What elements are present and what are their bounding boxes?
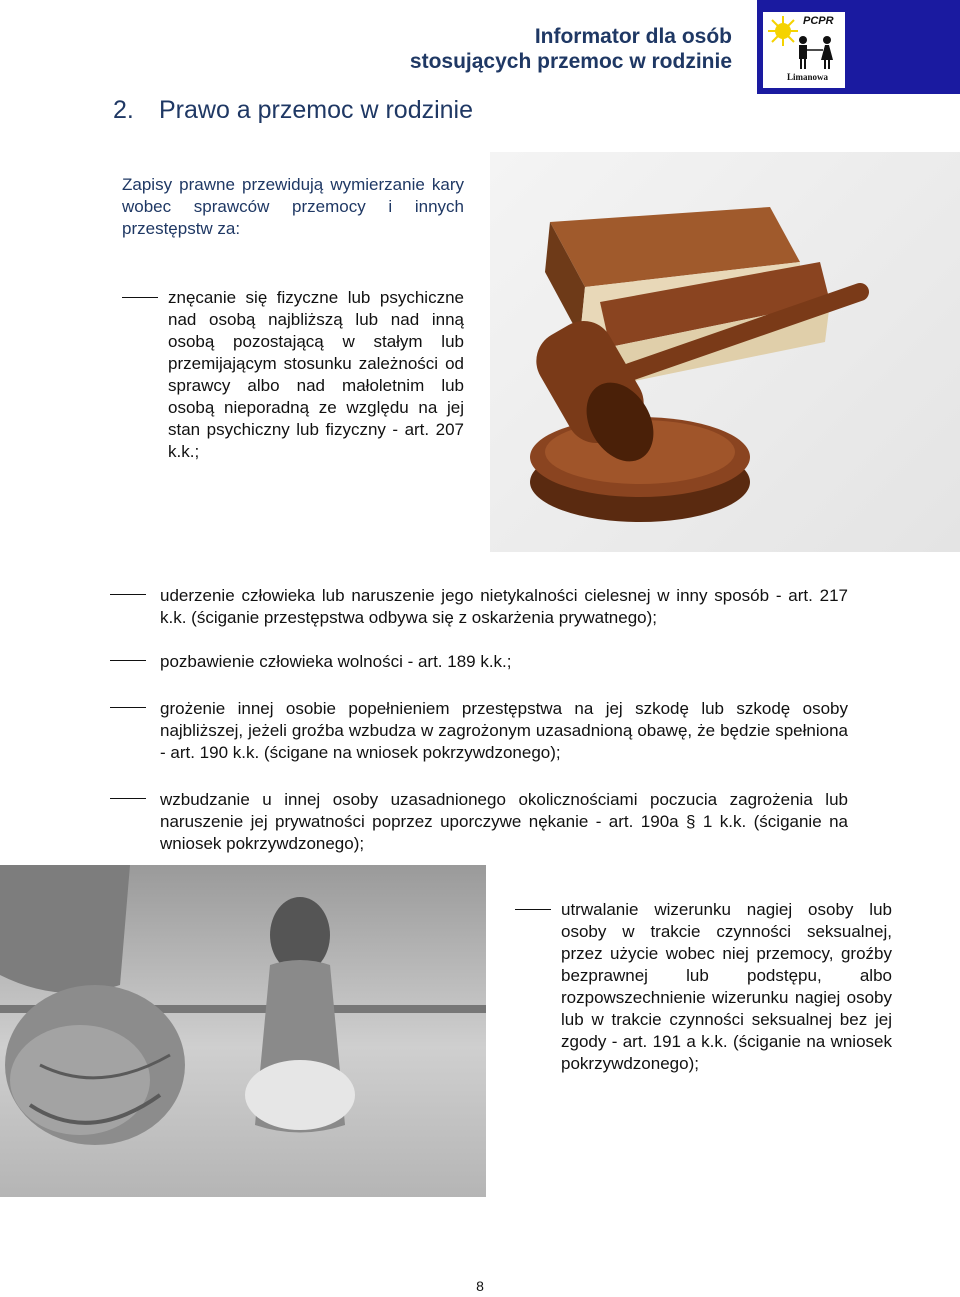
law-item-1: znęcanie się fizyczne lub psychiczne nad osobą najbliższą lub nad inną osobą pozostającą w stałym lub przemijającym stosunku zależności od sprawcy albo nad małoletnim lub osobą nieporadną ze względu na jej stan psychiczny lub fizyczny - art. 207 k.k.; bbox=[168, 288, 464, 461]
logo-panel bbox=[763, 12, 845, 88]
law-item-2: uderzenie człowieka lub naruszenie jego nietykalności cielesnej w inny sposób - art. 217 k.k. (ściganie przestępstwa odbywa się z oskarżenia prywatnego); bbox=[160, 586, 848, 627]
section-title-text: Prawo a przemoc w rodzinie bbox=[159, 96, 474, 124]
header-title-line1: Informator dla osób bbox=[534, 25, 732, 48]
item-dash-4 bbox=[110, 707, 146, 708]
gavel-books-photo bbox=[490, 152, 960, 552]
item-dash-6 bbox=[515, 909, 551, 910]
intro-paragraph: Zapisy prawne przewidują wymierzanie kary wobec sprawców przemocy i innych przestępstw za: bbox=[122, 175, 464, 238]
section-title bbox=[113, 96, 473, 125]
fist-illustration bbox=[0, 865, 486, 1197]
item-dash-3 bbox=[110, 660, 146, 661]
header-title-line2: stosujących przemoc w rodzinie bbox=[409, 50, 732, 73]
law-item-4: grożenie innej osobie popełnieniem przestępstwa na jej szkodę lub szkodę osoby najbliższej, jeżeli groźba wzbudza w zagrożonym uzasadnioną obawę, że będzie spełniona - art. 190 k.k. (ścigane na wniosek pokrzywdzonego); bbox=[160, 699, 848, 762]
law-item-6: utrwalanie wizerunku nagiej osoby lub osoby w trakcie czynności seksualnej, przez użycie wobec niej przemocy, groźby bezprawnej lub podstępu, albo rozpowszechnienie wizerunku nagiej osoby lub w trakcie czynności seksualnej bez jej zgody - art. 191 a k.k. (ściganie na wniosek pokrzywdzonego); bbox=[561, 900, 892, 1073]
item-dash-5 bbox=[110, 798, 146, 799]
gavel-books-illustration bbox=[490, 152, 960, 552]
item-dash-1 bbox=[122, 297, 158, 298]
pcpr-logo bbox=[757, 0, 960, 94]
logo-text-pcpr: PCPR bbox=[803, 15, 834, 27]
law-item-3: pozbawienie człowieka wolności - art. 189 k.k.; bbox=[160, 652, 512, 671]
logo-text-limanowa: Limanowa bbox=[787, 72, 829, 82]
header-title bbox=[352, 24, 732, 74]
law-item-5: wzbudzanie u innej osoby uzasadnionego okolicznościami poczucia zagrożenia lub naruszenie jej prywatności poprzez uporczywe nękanie - art. 190a § 1 k.k. (ściganie na wniosek pokrzywdzonego); bbox=[160, 790, 848, 853]
section-number: 2. bbox=[113, 96, 134, 124]
fist-photo bbox=[0, 865, 486, 1197]
item-dash-2 bbox=[110, 594, 146, 595]
page-number: 8 bbox=[476, 1278, 484, 1294]
